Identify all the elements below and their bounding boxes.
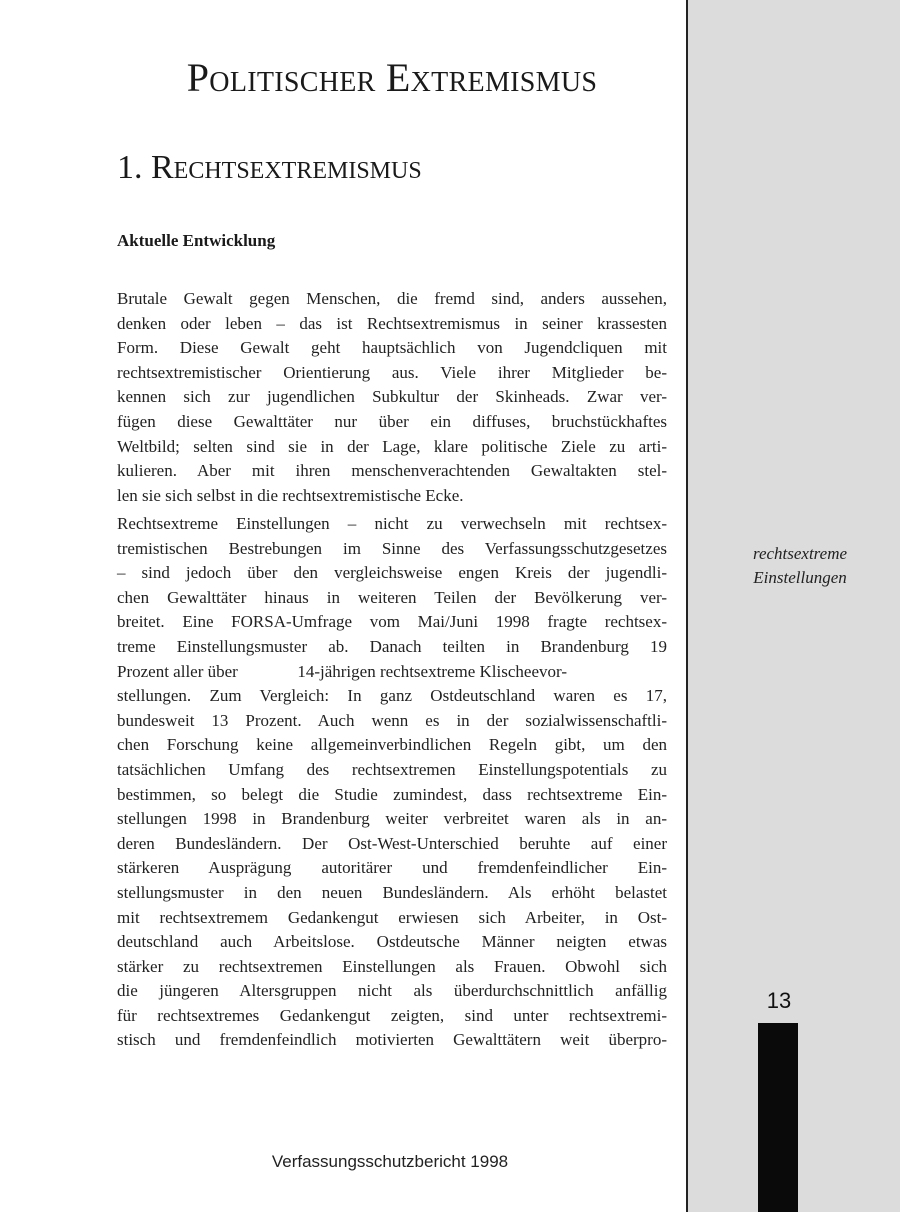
- text-line: treme Einstellungsmuster ab. Danach teilten in Brandenburg 19: [117, 636, 667, 656]
- text-line: tatsächlichen Umfang des rechtsextremen Einstellungspotentials zu: [117, 759, 667, 779]
- paragraph-2: [117, 512, 667, 1053]
- text-line: für rechtsextremes Gedankengut zeigten, sind unter rechtsextremi-: [117, 1005, 667, 1025]
- chapter-heading: 1. Rechtsextremismus: [117, 149, 422, 186]
- text-line: chen Gewalttäter hinaus in weiteren Teilen der Bevölkerung ver-: [117, 587, 667, 607]
- text-line: Prozent aller über 14-jährigen rechtsextreme Klischeevor-: [117, 661, 567, 681]
- text-line: – sind jedoch über den vergleichsweise engen Kreis der jugendli-: [117, 563, 667, 583]
- text-line: Form. Diese Gewalt geht hauptsächlich von Jugendcliquen mit: [117, 338, 667, 358]
- text-line: denken oder leben – das ist Rechtsextremismus in seiner krassesten: [117, 313, 667, 333]
- text-line: stisch und fremdenfeindlich motivierten Gewalttätern weit überpro-: [117, 1030, 667, 1050]
- margin-note: [700, 542, 900, 590]
- margin-note-line: Einstellungen: [753, 568, 847, 587]
- footer-text: Verfassungsschutzbericht 1998: [271, 1152, 509, 1171]
- text-line: tremistischen Bestrebungen im Sinne des Verfassungsschutzgesetzes: [117, 538, 667, 558]
- text-line: kulieren. Aber mit ihren menschenverachtenden Gewaltakten stel-: [117, 461, 667, 481]
- text-line: bestimmen, so belegt die Studie zumindest, dass rechtsextreme Ein-: [117, 784, 667, 804]
- text-line: Rechtsextreme Einstellungen – nicht zu verwechseln mit rechtsex-: [117, 514, 667, 533]
- text-line: stärker zu rechtsextremen Einstellungen als Frauen. Obwohl sich: [117, 956, 667, 976]
- text-line: stellungen. Zum Vergleich: In ganz Ostdeutschland waren es 17,: [117, 686, 667, 706]
- text-line: Brutale Gewalt gegen Menschen, die fremd sind, anders aussehen,: [117, 289, 667, 308]
- text-line: stärkeren Ausprägung autoritärer und fremdenfeindlicher Ein-: [117, 858, 667, 878]
- text-line: chen Forschung keine allgemeinverbindlichen Regeln gibt, um den: [117, 735, 667, 755]
- section-subheading: Aktuelle Entwicklung: [117, 231, 276, 250]
- text-line: rechtsextremistischer Orientierung aus. Viele ihrer Mitglieder be-: [117, 362, 667, 382]
- text-line: die jüngeren Altersgruppen nicht als überdurchschnittlich anfällig: [117, 981, 667, 1001]
- text-line: len sie sich selbst in die rechtsextremistische Ecke.: [117, 485, 464, 505]
- text-line: deutschland auch Arbeitslose. Ostdeutsche Männer neigten etwas: [117, 932, 667, 952]
- text-line: stellungsmuster in den neuen Bundesländern. Als erhöht belastet: [117, 882, 667, 902]
- text-line: bundesweit 13 Prozent. Auch wenn es in der sozialwissenschaftli-: [117, 710, 667, 730]
- margin-note-line: rechtsextreme: [752, 544, 848, 563]
- text-line: stellungen 1998 in Brandenburg weiter verbreitet waren als in an-: [117, 809, 667, 829]
- page-marker-bar: [758, 1023, 798, 1212]
- text-line: deren Bundesländern. Der Ost-West-Unterschied beruhte auf einer: [117, 833, 667, 853]
- paragraph-1: [117, 287, 667, 508]
- text-line: fügen diese Gewalttäter nur über ein diffuses, bruchstückhaftes: [117, 411, 667, 431]
- text-line: Weltbild; selten sind sie in der Lage, klare politische Ziele zu arti-: [117, 436, 667, 456]
- page-number: 13: [766, 988, 792, 1013]
- text-line: breitet. Eine FORSA-Umfrage vom Mai/Juni 1998 fragte rechtsex-: [117, 612, 667, 632]
- text-line: mit rechtsextremem Gedankengut erwiesen sich Arbeiter, in Ost-: [117, 907, 667, 927]
- page-title: Politischer Extremismus: [186, 55, 598, 100]
- text-line: kennen sich zur jugendlichen Subkultur der Skinheads. Zwar ver-: [117, 387, 667, 407]
